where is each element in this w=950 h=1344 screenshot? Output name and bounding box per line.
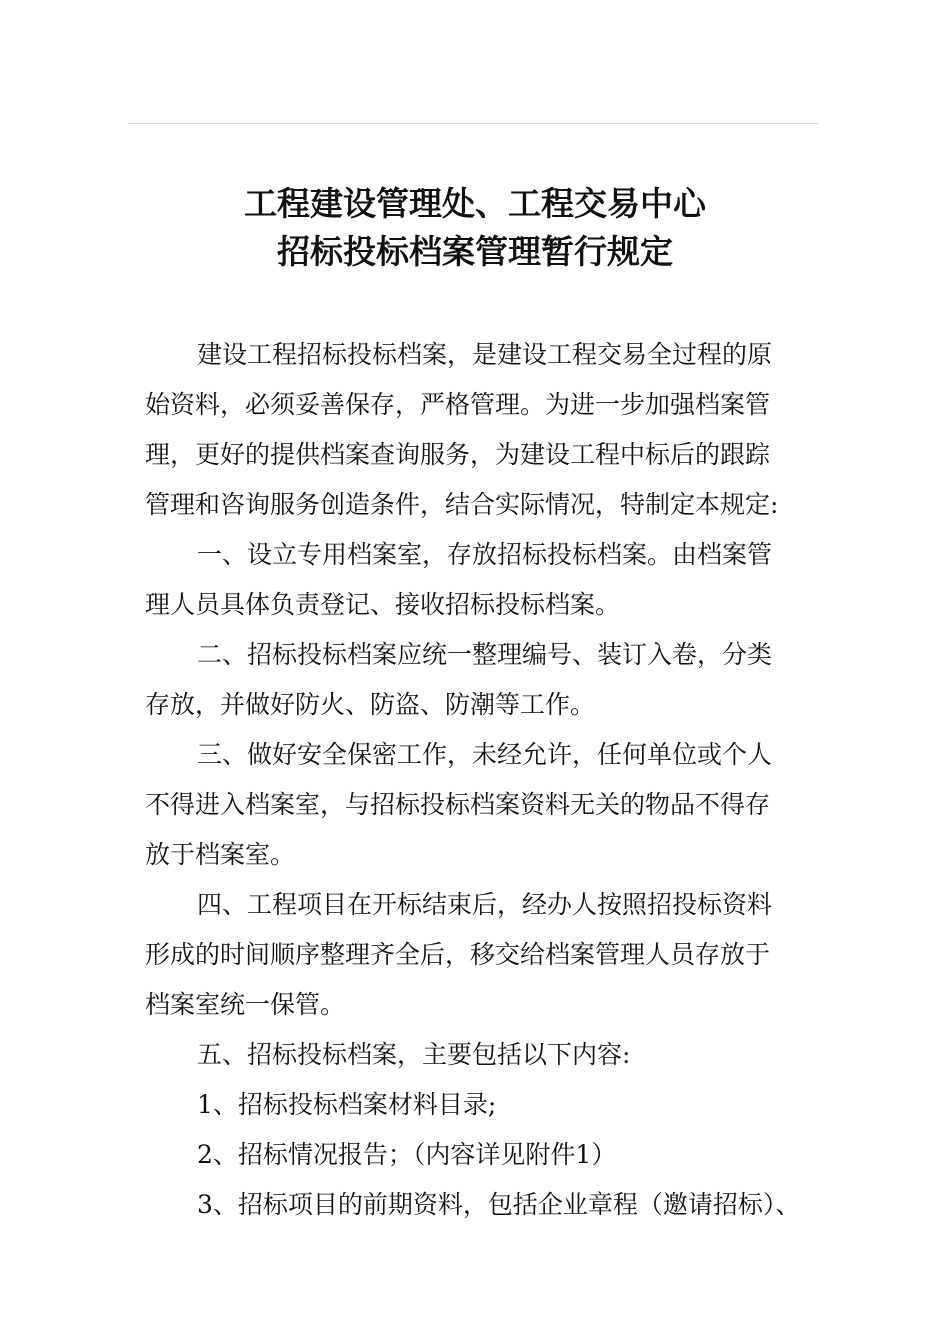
document-title-line-2: 招标投标档案管理暂行规定 [277, 232, 673, 271]
body-text-line: 三、做好安全保密工作，未经允许，任何单位或个人 [197, 740, 773, 769]
body-text-line: 档案室统一保管。 [145, 990, 346, 1019]
header-rule [128, 123, 818, 124]
body-text-line: 形成的时间顺序整理齐全后，移交给档案管理人员存放于 [145, 940, 771, 969]
body-text-line: 一、设立专用档案室，存放招标投标档案。由档案管 [197, 540, 773, 569]
body-text-line: 3、招标项目的前期资料，包括企业章程（邀请招标）、 [197, 1190, 801, 1219]
body-text-line: 1、招标投标档案材料目录; [197, 1090, 497, 1119]
body-text-line: 始资料，必须妥善保存，严格管理。为进一步加强档案管 [145, 390, 771, 419]
body-text-line: 理，更好的提供档案查询服务，为建设工程中标后的跟踪 [145, 440, 771, 469]
body-text-line: 理人员具体负责登记、接收招标投标档案。 [145, 590, 621, 619]
body-text-line: 管理和咨询服务创造条件，结合实际情况，特制定本规定: [145, 490, 779, 519]
body-text-line: 存放，并做好防火、防盗、防潮等工作。 [145, 690, 596, 719]
body-text-line: 不得进入档案室，与招标投标档案资料无关的物品不得存 [145, 790, 771, 819]
body-text-line: 二、招标投标档案应统一整理编号、装订入卷，分类 [197, 640, 773, 669]
body-text-line: 五、招标投标档案，主要包括以下内容: [197, 1040, 631, 1069]
document-title-line-1: 工程建设管理处、工程交易中心 [244, 184, 706, 223]
body-text-line: 四、工程项目在开标结束后，经办人按照招投标资料 [197, 890, 773, 919]
body-text-line: 建设工程招标投标档案，是建设工程交易全过程的原 [197, 340, 773, 369]
body-text-line: 2、招标情况报告；（内容详见附件1） [197, 1140, 617, 1169]
document-body [145, 330, 810, 1230]
body-text-line: 放于档案室。 [145, 840, 296, 869]
